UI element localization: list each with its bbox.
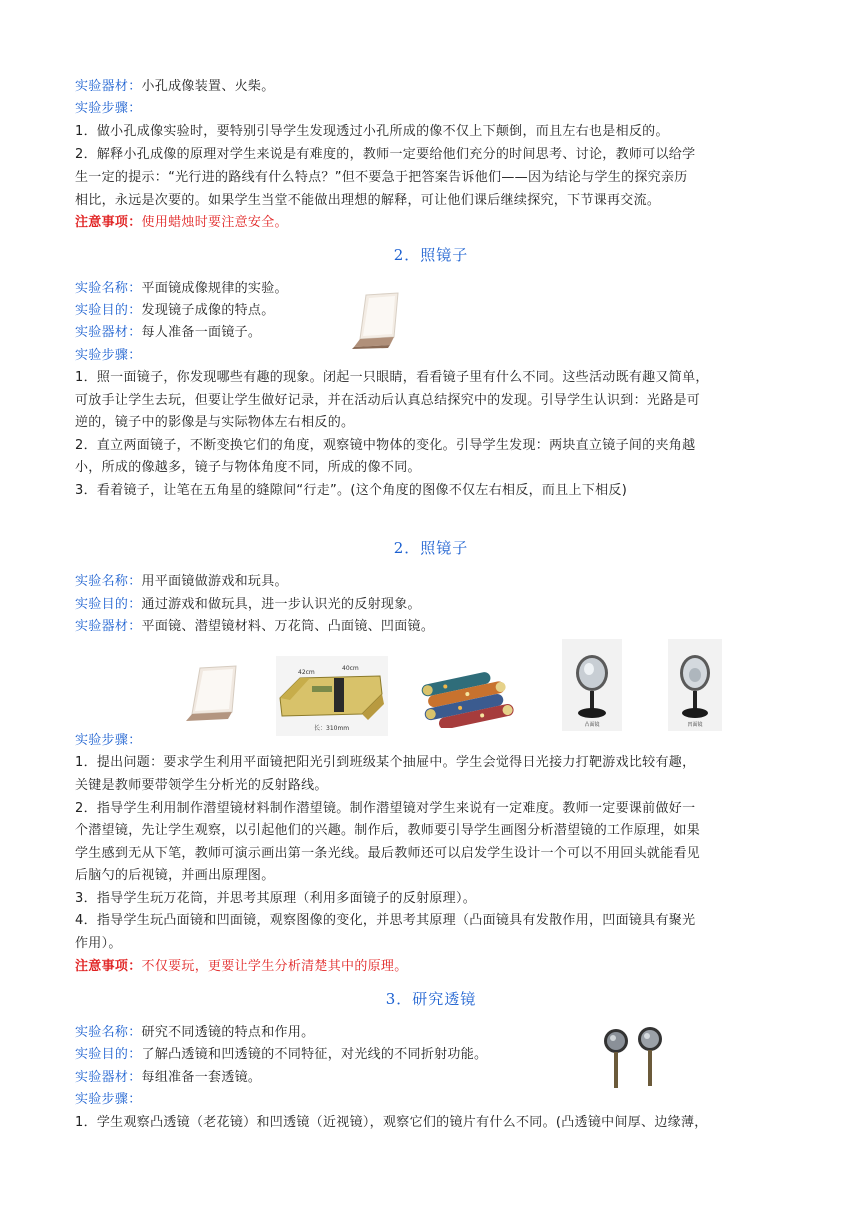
steps-label: 实验步骤： bbox=[75, 733, 142, 748]
steps-label-line bbox=[75, 730, 787, 752]
equipment-line bbox=[75, 616, 787, 638]
equipment-line bbox=[75, 76, 787, 98]
periscope-label: 42cm bbox=[298, 669, 315, 676]
step-text: 1．学生观察凸透镜（老花镜）和凹透镜（近视镜），观察它们的镜片有什么不同。(凸透镜中间厚、边缘薄， bbox=[75, 1115, 708, 1130]
name-value: 用平面镜做游戏和玩具。 bbox=[141, 574, 288, 589]
name-line bbox=[75, 1022, 787, 1044]
step-text: 3．指导学生玩万花筒，并思考其原理（利用多面镜子的反射原理）。 bbox=[75, 891, 477, 906]
equipment-value: 小孔成像装置、火柴。 bbox=[141, 79, 275, 94]
mirror-image bbox=[350, 291, 404, 349]
step-text: 生一定的提示：“光行进的路线有什么特点？”但不要急于把答案告诉他们——因为结论与学生的探究亲历 bbox=[75, 170, 688, 185]
steps-label-line bbox=[75, 98, 787, 120]
name-value: 研究不同透镜的特点和作用。 bbox=[141, 1025, 315, 1040]
purpose-label: 实验目的： bbox=[75, 303, 142, 318]
convex-mirror-image bbox=[562, 639, 622, 731]
periscope-label: 40cm bbox=[342, 665, 359, 672]
equipment-value: 平面镜、潜望镜材料、万花筒、凸面镜、凹面镜。 bbox=[141, 619, 435, 634]
equipment-value: 每人准备一面镜子。 bbox=[141, 325, 262, 340]
step-text: 作用）。 bbox=[75, 936, 122, 951]
purpose-value: 发现镜子成像的特点。 bbox=[141, 303, 275, 318]
step-text: 逆的，镜子中的影像是与实际物体左右相反的。 bbox=[75, 415, 355, 430]
steps-label-line bbox=[75, 1089, 787, 1111]
name-label: 实验名称： bbox=[75, 281, 142, 296]
step-text: 后脑勺的后视镜，并画出原理图。 bbox=[75, 868, 275, 883]
step-text: 4．指导学生玩凸面镜和凹面镜，观察图像的变化，并思考其原理（凸面镜具有发散作用，凹面镜具有聚光 bbox=[75, 913, 696, 928]
note-line bbox=[75, 212, 787, 234]
name-line bbox=[75, 278, 787, 300]
lenses-image bbox=[600, 1025, 670, 1091]
step-text: 个潜望镜，先让学生观察，以引起他们的兴趣。制作后，教师要引导学生画图分析潜望镜的工作原理，如果 bbox=[75, 823, 701, 838]
steps-label-line bbox=[75, 345, 787, 367]
step-text: 1．照一面镜子，你发现哪些有趣的现象。闭起一只眼睛，看看镜子里有什么不同。这些活动既有趣又简单， bbox=[75, 370, 709, 385]
purpose-line bbox=[75, 594, 787, 616]
step-text: 小，所成的像越多，镜子与物体角度不同，所成的像不同。 bbox=[75, 460, 421, 475]
purpose-line bbox=[75, 300, 787, 322]
name-label: 实验名称： bbox=[75, 1025, 142, 1040]
periscope-label: 长：310mm bbox=[314, 725, 350, 732]
section-title: 2．照镜子 bbox=[393, 539, 469, 557]
concave-mirror-image bbox=[668, 639, 722, 731]
equipment-value: 每组准备一套透镜。 bbox=[141, 1070, 262, 1085]
purpose-label: 实验目的： bbox=[75, 597, 142, 612]
purpose-value: 通过游戏和做玩具，进一步认识光的反射现象。 bbox=[141, 597, 421, 612]
step-text: 可放手让学生去玩，但要让学生做好记录，并在活动后认真总结探究中的发现。引导学生认识到：光路是可 bbox=[75, 393, 701, 408]
convex-caption: 凸面镜 bbox=[584, 722, 600, 728]
steps-label: 实验步骤： bbox=[75, 348, 142, 363]
note-value: 使用蜡烛时要注意安全。 bbox=[141, 215, 288, 230]
step-text: 相比，永远是次要的。如果学生当堂不能做出理想的解释，可让他们课后继续探究，下节课再交流。 bbox=[75, 193, 661, 208]
equipment-line bbox=[75, 322, 787, 344]
name-line bbox=[75, 571, 787, 593]
name-value: 平面镜成像规律的实验。 bbox=[141, 281, 288, 296]
step-text: 3．看着镜子，让笔在五角星的缝隙间“行走”。(这个角度的图像不仅左右相反，而且上下相反) bbox=[75, 483, 628, 498]
purpose-line bbox=[75, 1044, 787, 1066]
periscope-image bbox=[276, 656, 388, 736]
steps-label: 实验步骤： bbox=[75, 101, 142, 116]
section-title: 2．照镜子 bbox=[393, 246, 469, 264]
step-text: 学生感到无从下笔，教师可演示画出第一条光线。最后教师还可以启发学生设计一个可以不用回头就能看见 bbox=[75, 846, 701, 861]
note-line bbox=[75, 956, 787, 978]
purpose-value: 了解凸透镜和凹透镜的不同特征，对光线的不同折射功能。 bbox=[141, 1047, 488, 1062]
note-value: 不仅要玩，更要让学生分析清楚其中的原理。 bbox=[141, 959, 408, 974]
steps-label: 实验步骤： bbox=[75, 1092, 142, 1107]
purpose-label: 实验目的： bbox=[75, 1047, 142, 1062]
note-label: 注意事项： bbox=[75, 959, 142, 974]
step-text: 1．做小孔成像实验时，要特别引导学生发现透过小孔所成的像不仅上下颠倒，而且左右也是相反的。 bbox=[75, 124, 669, 139]
note-label: 注意事项： bbox=[75, 215, 142, 230]
equipment-label: 实验器材： bbox=[75, 79, 142, 94]
equipment-label: 实验器材： bbox=[75, 1070, 142, 1085]
section-title: 3．研究透镜 bbox=[385, 990, 477, 1008]
step-text: 2．解释小孔成像的原理对学生来说是有难度的，教师一定要给他们充分的时间思考、讨论，教师可以给学 bbox=[75, 147, 696, 162]
step-text: 2．直立两面镜子，不断变换它们的角度，观察镜中物体的变化。引导学生发现：两块直立镜子间的夹角越 bbox=[75, 438, 696, 453]
equipment-label: 实验器材： bbox=[75, 325, 142, 340]
step-text: 1．提出问题：要求学生利用平面镜把阳光引到班级某个抽屉中。学生会觉得日光接力打靶游戏比较有趣， bbox=[75, 755, 696, 770]
equipment-label: 实验器材： bbox=[75, 619, 142, 634]
concave-caption: 凹面镜 bbox=[687, 722, 703, 728]
equipment-line bbox=[75, 1067, 787, 1089]
step-text: 2．指导学生利用制作潜望镜材料制作潜望镜。制作潜望镜对学生来说有一定难度。教师一定要课前做好一 bbox=[75, 801, 696, 816]
name-label: 实验名称： bbox=[75, 574, 142, 589]
mirror-image bbox=[180, 664, 242, 722]
kaleidoscope-image bbox=[418, 666, 518, 728]
step-text: 关键是教师要带领学生分析光的反射路线。 bbox=[75, 778, 328, 793]
